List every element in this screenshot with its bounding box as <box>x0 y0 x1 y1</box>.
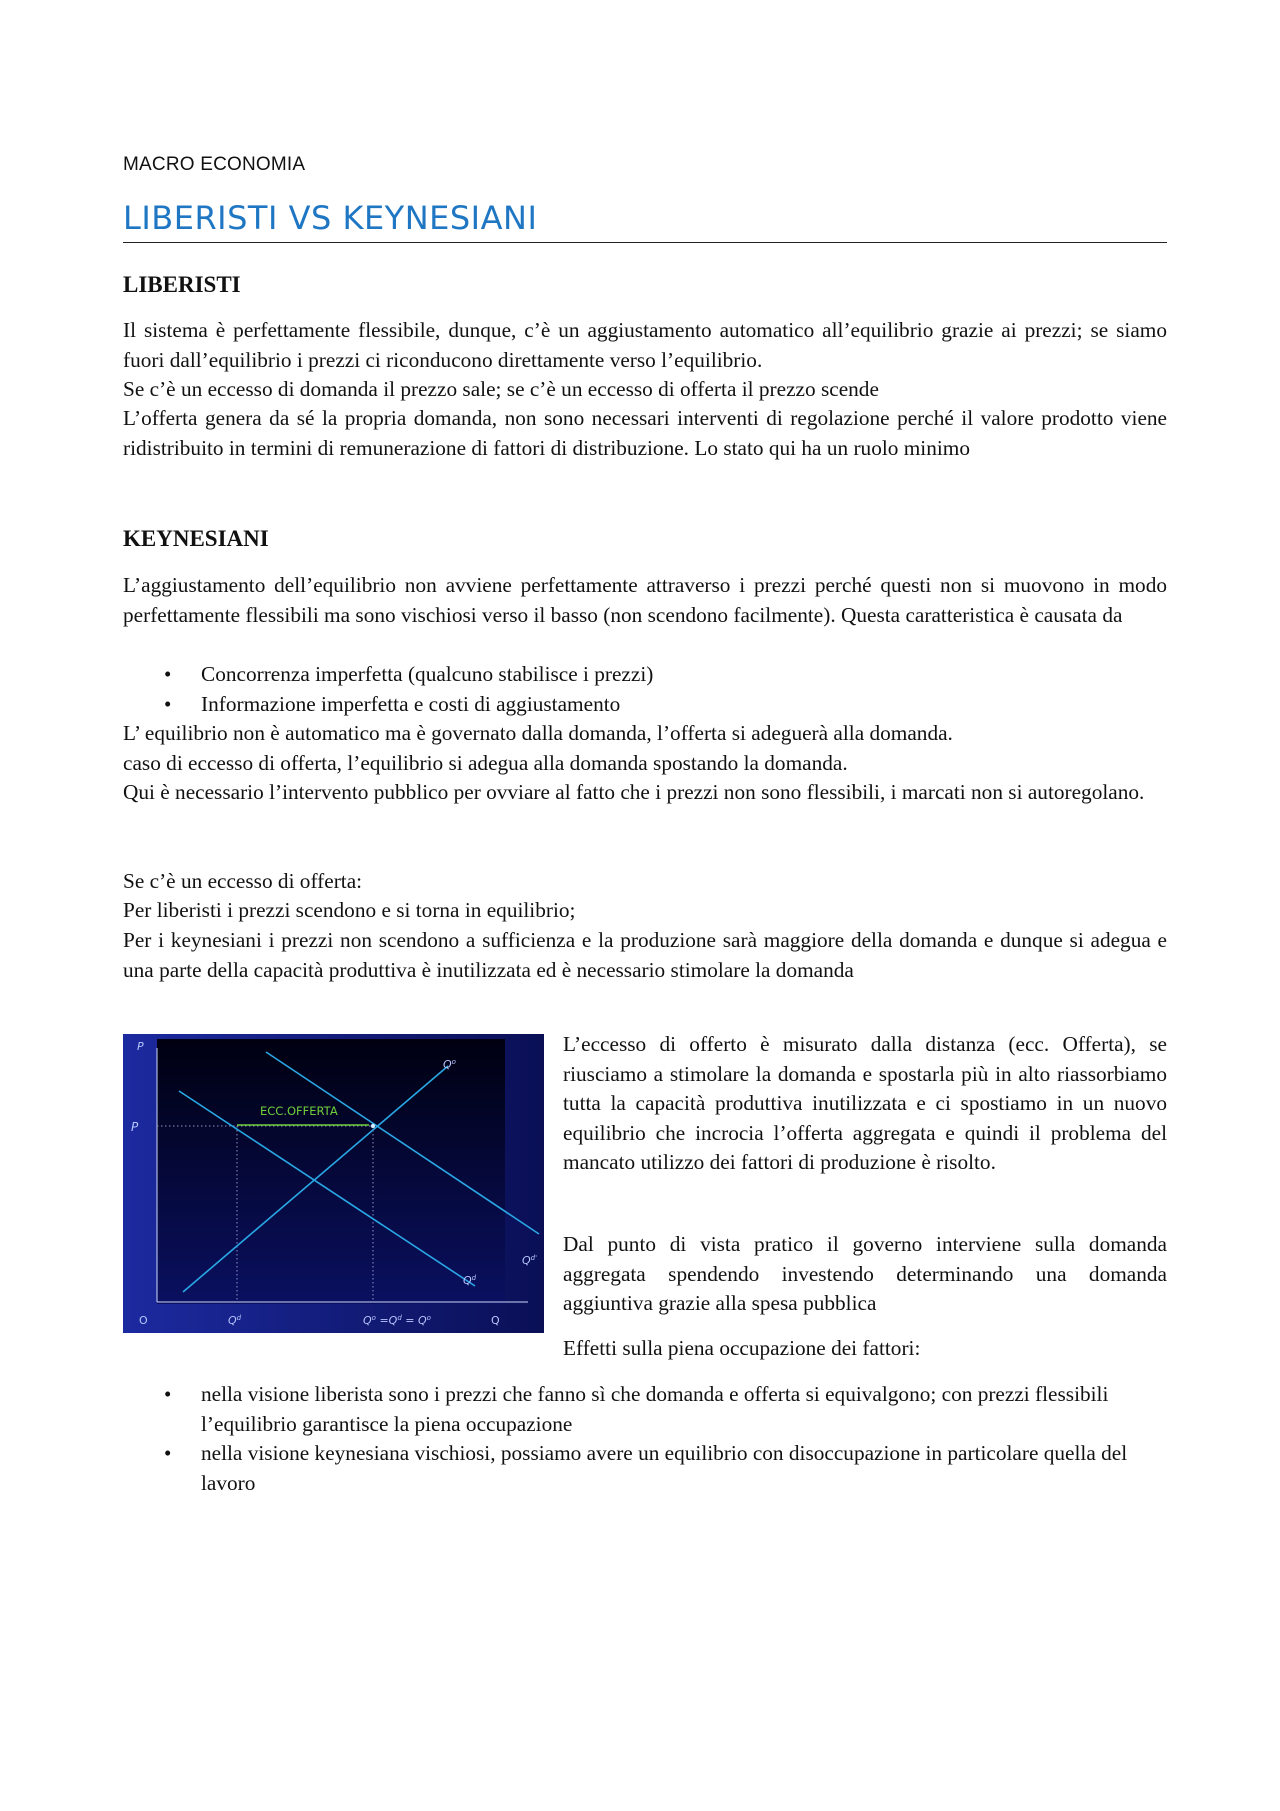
eccesso-line-3: Per i keynesiani i prezzi non scendono a sufficienza e la produzione sarà maggiore della domanda e dunque si adegua e una parte della capacità produttiva è inutilizzata ed è necessario stimolare la domanda <box>123 928 1167 982</box>
figure-side-paragraph-1: L’eccesso di offerto è misurato dalla distanza (ecc. Offerta), se riusciamo a stimolare la domanda e spostarla più in alto riassorbiamo tutta la capacità produttiva inutilizzata e ci spostiamo in un nuovo equilibrio che incrocia l’offerta aggregata e quindi il problema del mancato utilizzo dei fattori di produzione è risolto. <box>563 1032 1167 1175</box>
y-axis-label: P <box>137 1040 144 1053</box>
qd-point-label: $Q^d$ <box>228 1314 242 1327</box>
keynesiani-cause-list <box>123 660 653 719</box>
effects-list <box>123 1380 1133 1498</box>
document-kicker: MACRO ECONOMIA <box>123 154 306 175</box>
keynesiani-paragraph-3: caso di eccesso di offerta, l’equilibrio si adegua alla domanda spostando la domanda. <box>123 751 848 775</box>
list-item: • Informazione imperfetta e costi di aggiustamento <box>123 690 653 720</box>
equilibrium-point <box>371 1124 375 1128</box>
list-item: • Concorrenza imperfetta (qualcuno stabilisce i prezzi) <box>123 660 653 690</box>
section-heading-liberisti: LIBERISTI <box>123 272 241 297</box>
figure-side-paragraph-2: Dal punto di vista pratico il governo interviene sulla domanda aggregata spendendo investendo determinando una domanda aggiuntiva grazie alla spesa pubblica <box>563 1232 1167 1316</box>
supply-demand-figure <box>123 1034 544 1333</box>
section-heading-keynesiani: KEYNESIANI <box>123 526 269 551</box>
eccesso-line-1: Se c’è un eccesso di offerta: <box>123 869 363 893</box>
demand-curve-label: $Q^d$ <box>463 1274 477 1287</box>
document-title: LIBERISTI VS KEYNESIANI <box>123 198 1167 243</box>
liberisti-paragraph-2: Se c’è un eccesso di domanda il prezzo sale; se c’è un eccesso di offerta il prezzo scende <box>123 377 879 401</box>
supply-curve-label: $Q^o$ <box>443 1058 456 1071</box>
keynesiani-paragraph-4: Qui è necessario l’intervento pubblico per ovviare al fatto che i prezzi non sono flessibili, i marcati non si autoregolano. <box>123 780 1145 804</box>
figure-plot-area <box>157 1039 505 1304</box>
equilibrium-quantity-label: $Q^o =Q^d = Q^o$ <box>363 1314 431 1327</box>
x-axis-label: Q <box>491 1314 500 1327</box>
price-label: P <box>131 1120 139 1134</box>
shifted-demand-curve-label: $Q^{d'}$ <box>522 1254 538 1267</box>
eccesso-line-2: Per liberisti i prezzi scendono e si torna in equilibrio; <box>123 898 576 922</box>
list-item: • nella visione keynesiana vischiosi, possiamo avere un equilibrio con disoccupazione in particolare quella del lavoro <box>123 1439 1133 1498</box>
excess-supply-label: ECC.OFFERTA <box>260 1104 338 1118</box>
keynesiani-paragraph-1: L’aggiustamento dell’equilibrio non avviene perfettamente attraverso i prezzi perché questi non si muovono in modo perfettamente flessibili ma sono vischiosi verso il basso (non scendono facilmente). Questa caratteristica è causata da <box>123 573 1167 627</box>
liberisti-paragraph-1: Il sistema è perfettamente flessibile, dunque, c’è un aggiustamento automatico all’equilibrio grazie ai prezzi; se siamo fuori dall’equilibrio i prezzi ci riconducono direttamente verso l’equilibrio. <box>123 318 1167 372</box>
figure-side-paragraph-3: Effetti sulla piena occupazione dei fattori: <box>563 1336 921 1360</box>
keynesiani-paragraph-2: L’ equilibrio non è automatico ma è governato dalla domanda, l’offerta si adeguerà alla domanda. <box>123 721 953 745</box>
liberisti-paragraph-3: L’offerta genera da sé la propria domanda, non sono necessari interventi di regolazione perché il valore prodotto viene ridistribuito in termini di remunerazione di fattori di distribuzione. Lo stato qui ha un ruolo minimo <box>123 406 1167 460</box>
list-item: • nella visione liberista sono i prezzi che fanno sì che domanda e offerta si equivalgono; con prezzi flessibili l’equilibrio garantisce la piena occupazione <box>123 1380 1133 1439</box>
origin-label: O <box>139 1314 148 1327</box>
